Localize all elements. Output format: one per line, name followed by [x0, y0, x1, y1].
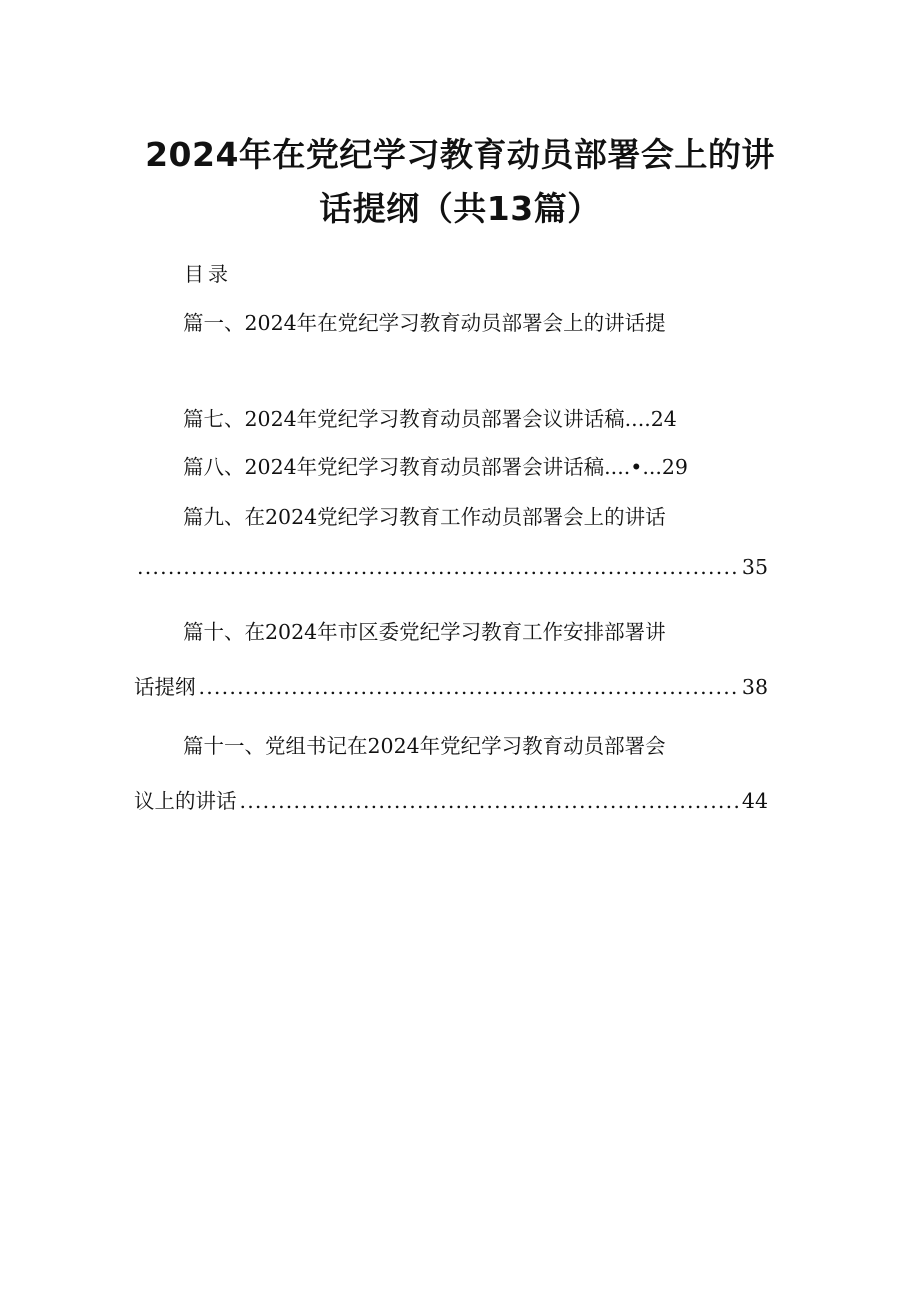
title-line-2: 话提纲（共13篇） [319, 189, 601, 228]
toc-entry-10-line-1[interactable]: 篇十、在2024年市区委党纪学习教育工作安排部署讲 [183, 620, 666, 644]
toc-entry-11-line-2[interactable] [134, 787, 768, 815]
toc-entry-11-page: 44 [741, 789, 768, 813]
toc-entry-9-line-1[interactable]: 篇九、在2024党纪学习教育工作动员部署会上的讲话 [183, 505, 666, 529]
toc-entry-7[interactable]: 篇七、2024年党纪学习教育动员部署会议讲话稿....24 [183, 407, 677, 431]
toc-entry-9-page: 35 [741, 555, 768, 579]
toc-entry-8[interactable]: 篇八、2024年党纪学习教育动员部署会讲话稿....•...29 [183, 455, 688, 479]
document-title [0, 128, 920, 236]
dot-leader [240, 787, 739, 815]
toc-entry-10-line-2[interactable] [134, 673, 768, 701]
toc-entry-10-page: 38 [741, 675, 768, 699]
dot-leader [137, 553, 739, 581]
toc-entry-11-prefix: 议上的讲话 [134, 789, 237, 813]
toc-entry-9-line-2[interactable] [134, 553, 768, 581]
title-line-1: 2024年在党纪学习教育动员部署会上的讲 [145, 135, 775, 174]
toc-entry-11-line-1[interactable]: 篇十一、党组书记在2024年党纪学习教育动员部署会 [183, 734, 666, 758]
toc-entry-10-prefix: 话提纲 [134, 675, 196, 699]
toc-entry-1[interactable]: 篇一、2024年在党纪学习教育动员部署会上的讲话提 [183, 311, 666, 335]
dot-leader [199, 673, 739, 701]
toc-label: 目录 [184, 262, 232, 286]
